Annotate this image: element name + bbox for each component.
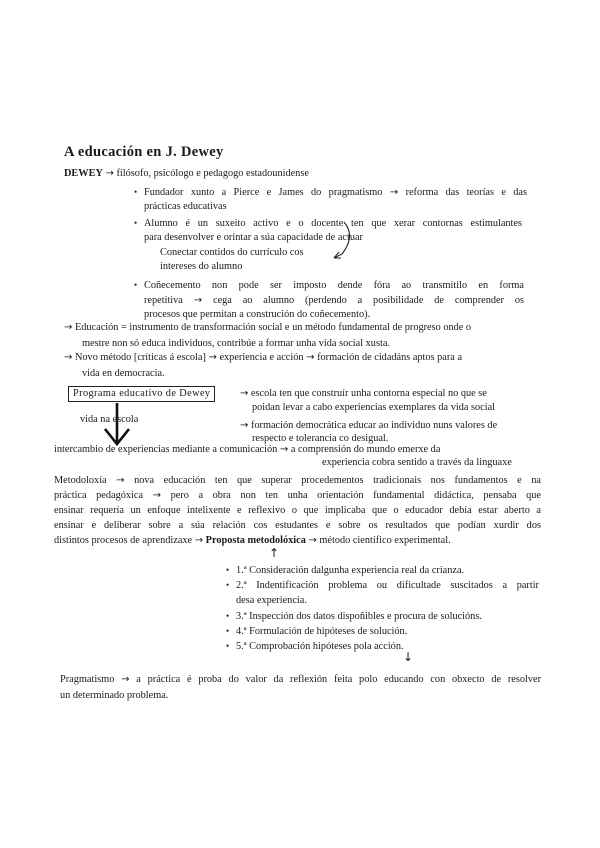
curved-connector-arrow bbox=[320, 218, 360, 262]
right-arrow-icon: → bbox=[193, 295, 203, 306]
bullet-icon: • bbox=[226, 565, 230, 575]
intro-text: filósofo, psicólogo e pedagogo estadounidense bbox=[116, 168, 309, 179]
down-arrow-icon: ↓ bbox=[403, 650, 414, 664]
new-method-line-1: → Novo método [críticas á escola] → experiencia e acción → formación de cidadáns aptos para a bbox=[64, 352, 463, 363]
methodology-line-4: ensinar e deliberar sobre a súa relación cos estudantes e sobre os resultados que podían xurdir dos bbox=[54, 520, 541, 531]
right-arrow-icon: → bbox=[64, 352, 73, 363]
bullet-icon: • bbox=[226, 611, 230, 621]
right-arrow-icon: → bbox=[121, 674, 130, 685]
bullet-knowledge-line-3: procesos que permitan a construción do coñecemento). bbox=[144, 309, 371, 320]
education-line-2: mestre non só educa individuos, contribúe a formar unha vida social xusta. bbox=[82, 338, 390, 349]
pragmatism-line-2: un determinado problema. bbox=[60, 690, 169, 701]
methodology-line-5: distintos procesos de aprendizaxe → Proposta metodolóxica → método científico experimental. bbox=[54, 535, 451, 546]
right-arrow-icon: → bbox=[279, 444, 289, 455]
bullet-student-sub-1: Conectar contidos do currículo cos bbox=[160, 247, 304, 258]
right-arrow-icon: → bbox=[105, 168, 114, 179]
page-title: A educación en J. Dewey bbox=[64, 144, 224, 160]
right-arrow-icon: → bbox=[240, 420, 249, 431]
bullet-founder-line-1: Fundador xunto a Pierce e James do pragmatismo → reforma das teorías e das bbox=[144, 187, 528, 198]
right-arrow-icon: → bbox=[64, 322, 73, 333]
bullet-student-line-2: para desenvolver e orintar a súa capacidade de actuar bbox=[144, 232, 363, 243]
bullet-icon: • bbox=[226, 641, 230, 651]
right-arrow-icon: → bbox=[194, 535, 204, 546]
new-method-line-2: vida en democracia. bbox=[82, 368, 165, 379]
bullet-student-line-1: Alumno é un suxeito activo e o docente ten que xerar contornas estimulantes bbox=[144, 218, 522, 229]
methodology-proposal: Proposta metodolóxica bbox=[205, 535, 306, 546]
bullet-knowledge-line-2: repetitiva → cega ao alumno (perdendo a posibilidade de comprender os bbox=[144, 295, 524, 306]
understanding-line-2: experiencia cobra sentido a través da linguaxe bbox=[322, 457, 512, 468]
bullet-icon: • bbox=[134, 218, 138, 228]
up-arrow-icon: ↑ bbox=[269, 546, 280, 560]
program-branch-school: → escola ten que construír unha contorna especial no que se bbox=[240, 388, 487, 399]
step-1: • 1.ª Consideración dalgunha experiencia real da crianza. bbox=[226, 565, 465, 576]
right-arrow-icon: → bbox=[306, 352, 315, 363]
program-box: Programa educativo de Dewey bbox=[68, 386, 215, 402]
bullet-icon: • bbox=[226, 580, 230, 590]
exchange-line: intercambio de experiencias mediante a comunicación → a comprensión do mundo emerxe da bbox=[54, 444, 441, 455]
intro-line bbox=[64, 166, 309, 181]
right-arrow-icon: → bbox=[208, 352, 217, 363]
pragmatism-line-1: Pragmatismo → a práctica é proba do valor da reflexión feita polo educando con obxecto de resolver bbox=[60, 674, 542, 685]
right-arrow-icon: → bbox=[308, 535, 317, 546]
bullet-knowledge bbox=[134, 278, 524, 293]
right-arrow-icon: → bbox=[116, 475, 125, 486]
right-arrow-icon: → bbox=[240, 388, 249, 399]
methodology-line-3: ensinar requería un enfoque intelixente e reflexivo o que implicaba que o educador debía estar aberto a bbox=[54, 505, 541, 516]
step-4: • 4.ª Formulación de hipóteses de solución. bbox=[226, 626, 408, 637]
step-5: • 5.ª Comprobación hipóteses pola acción. bbox=[226, 641, 404, 652]
bullet-knowledge-line-1: Coñecemento non pode ser imposto dende fóra ao transmitilo en forma bbox=[144, 280, 524, 291]
step-3: • 3.ª Inspección dos datos dispoñibles e procura de solucións. bbox=[226, 611, 482, 622]
bullet-student-sub-2: intereses do alumno bbox=[160, 261, 243, 272]
step-2-continued: desa experiencia. bbox=[236, 595, 307, 606]
step-2: • 2.ª Indentificación problema ou dificultade suscitados a partir bbox=[226, 580, 539, 591]
right-arrow-icon: → bbox=[389, 187, 399, 198]
intro-name: DEWEY bbox=[64, 168, 103, 179]
bullet-founder bbox=[134, 185, 528, 200]
bullet-founder-line-2: prácticas educativas bbox=[144, 201, 227, 212]
program-branch-democracy-line-2: respecto e tolerancia co desigual. bbox=[252, 433, 389, 444]
bullet-icon: • bbox=[226, 626, 230, 636]
methodology-line-2: práctica pedagóxica → pero a obra non ten unha orientación fundamental didáctica, pensaba que bbox=[54, 490, 541, 501]
school-life-label: vida na escola bbox=[80, 414, 139, 425]
bullet-icon: • bbox=[134, 280, 138, 290]
right-arrow-icon: → bbox=[152, 490, 161, 501]
education-line-1: → Educación = instrumento de transformación social e un método fundamental de progreso onde o bbox=[64, 322, 472, 333]
program-branch-school-line-2: poidan levar a cabo experiencias exemplares da vida social bbox=[252, 402, 496, 413]
methodology-line-1: Metodoloxía → nova educación ten que superar procedementos tradicionais nos fundamentos e na bbox=[54, 475, 541, 486]
program-branch-democracy: → formación democrática educar ao individuo nuns valores de bbox=[240, 420, 498, 431]
bullet-icon: • bbox=[134, 187, 138, 197]
